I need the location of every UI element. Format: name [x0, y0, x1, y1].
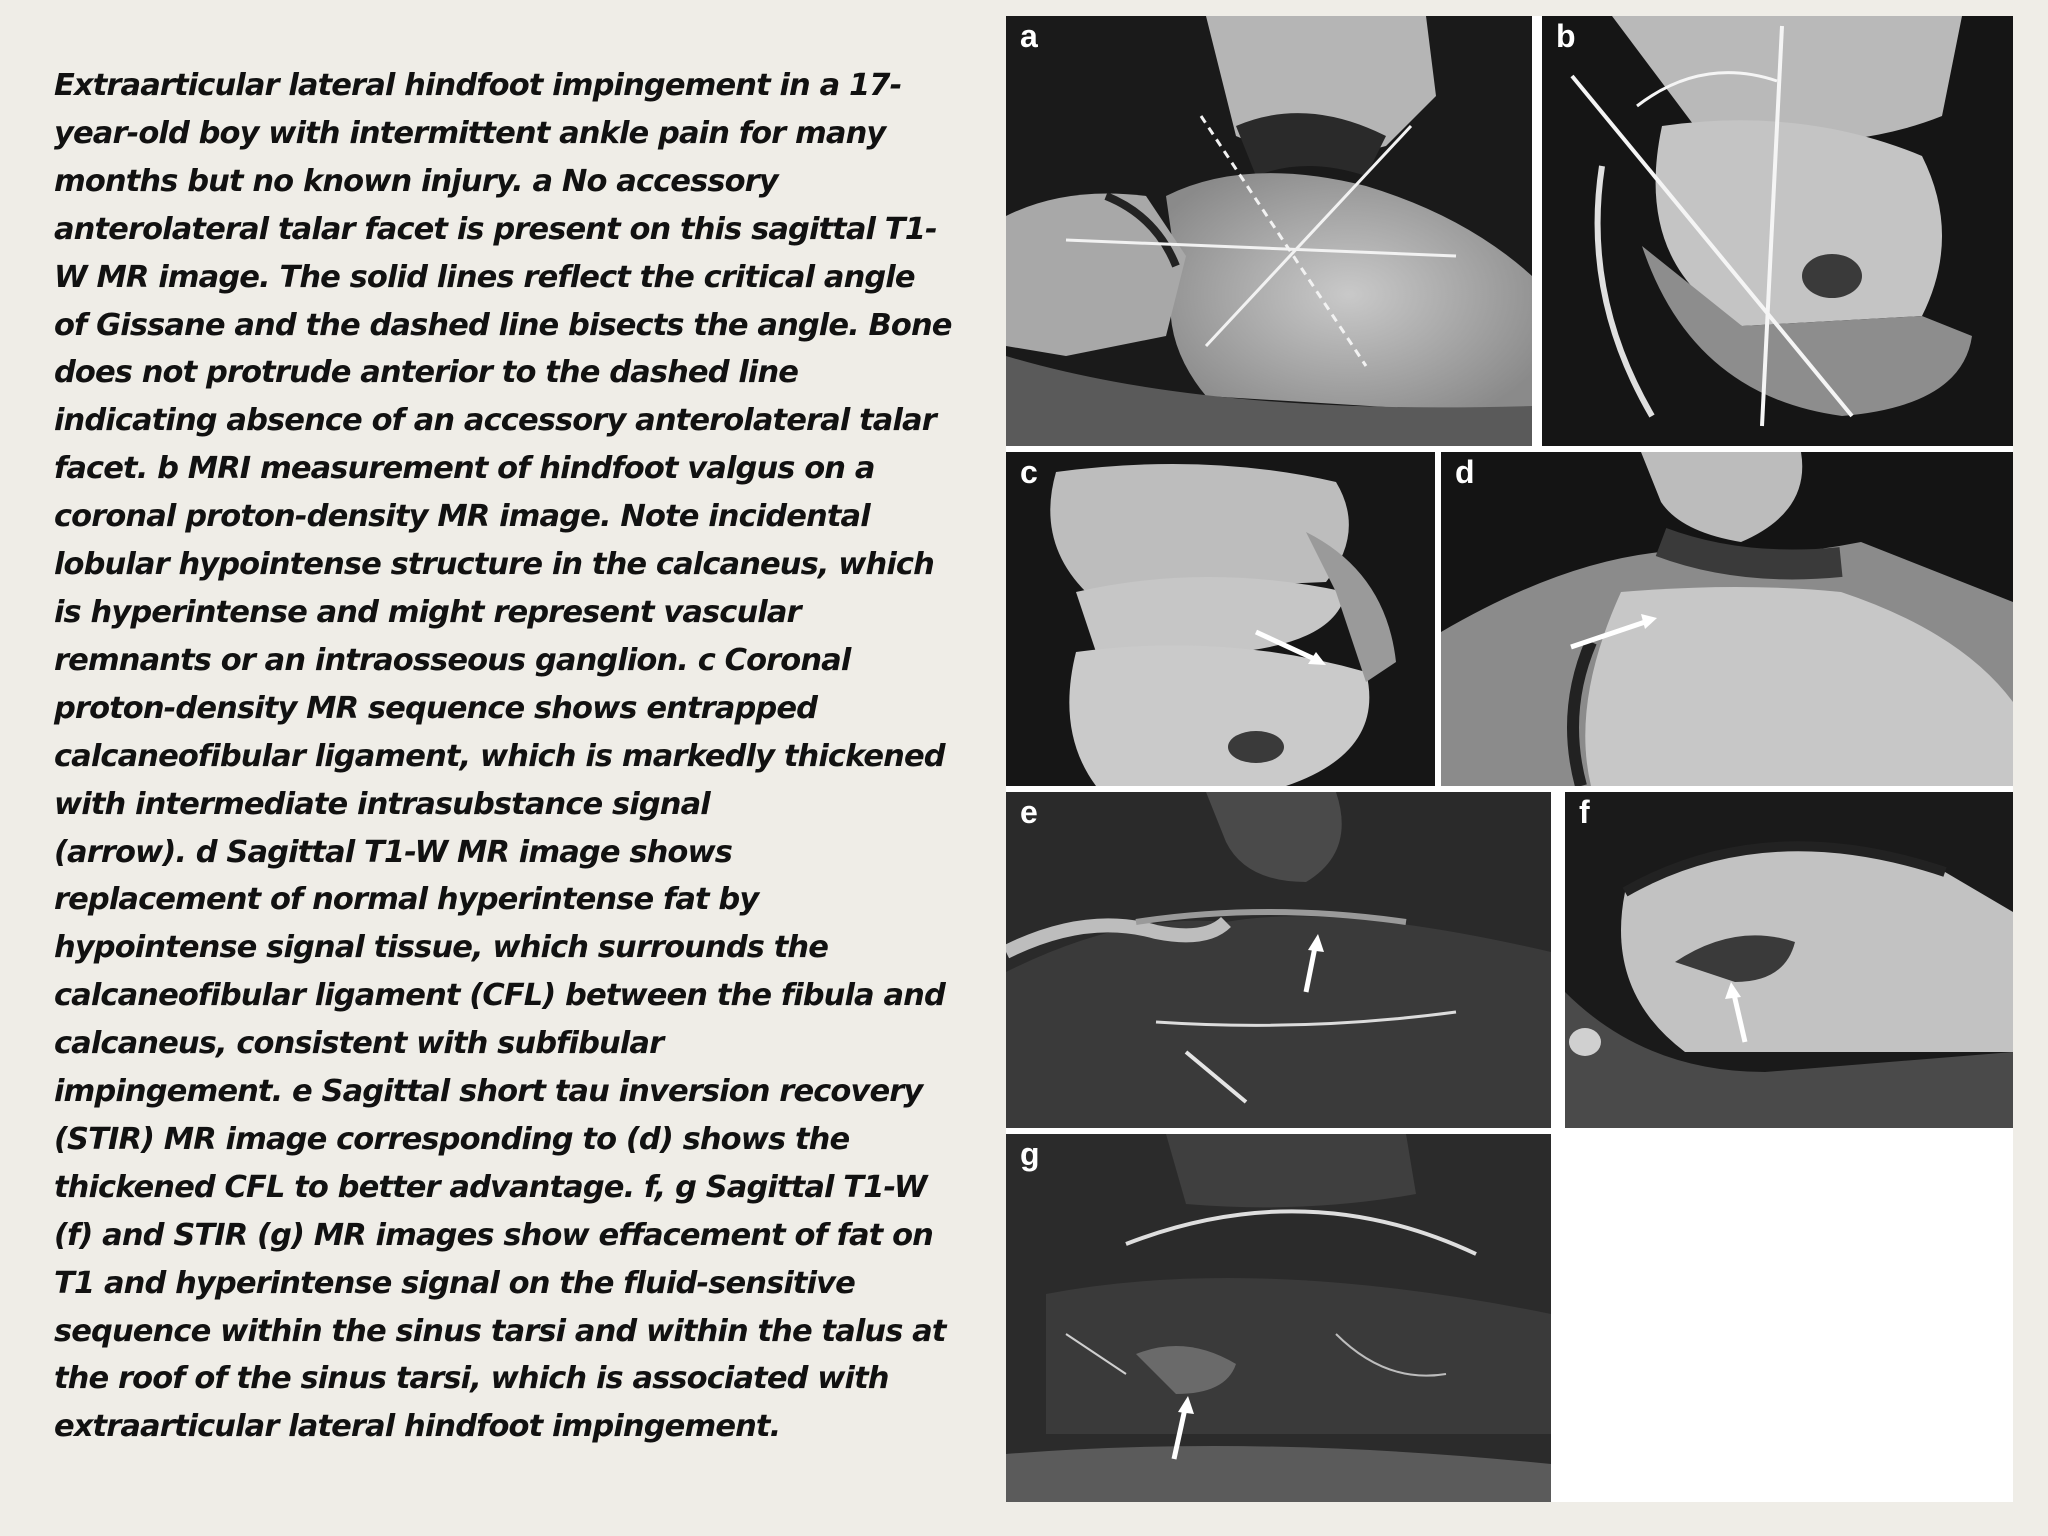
- caption-line: lobular hypointense structure in the calcaneus, which: [54, 547, 934, 583]
- caption-line: T1 and hyperintense signal on the fluid-sensitive: [54, 1265, 855, 1301]
- caption-line: extraarticular lateral hindfoot impingement.: [54, 1409, 781, 1445]
- caption-line: indicating absence of an accessory anterolateral talar: [54, 403, 936, 439]
- caption-line: does not protrude anterior to the dashed line: [54, 355, 799, 391]
- panel-label-e: e: [1020, 794, 1038, 830]
- mri-image-g: [1006, 1134, 1551, 1502]
- mri-panel-g: [1006, 1134, 1551, 1502]
- mri-panel-c: [1006, 452, 1435, 786]
- caption-line: facet. b MRI measurement of hindfoot valgus on a: [54, 451, 875, 487]
- panel-label-g: g: [1020, 1136, 1040, 1172]
- caption-line: calcaneus, consistent with subfibular: [54, 1026, 664, 1062]
- mri-image-d: [1441, 452, 2013, 786]
- caption-line: Extraarticular lateral hindfoot impingement in a 17-: [54, 68, 902, 103]
- caption-line: (f) and STIR (g) MR images show effacement of fat on: [54, 1217, 933, 1253]
- caption-line: W MR image. The solid lines reflect the critical angle: [54, 259, 915, 295]
- panel-label-d: d: [1455, 454, 1475, 490]
- caption-line: anterolateral talar facet is present on this sagittal T1-: [54, 211, 937, 247]
- panel-label-f: f: [1579, 794, 1590, 830]
- caption-line: of Gissane and the dashed line bisects the angle. Bone: [54, 307, 952, 343]
- mri-image-c: [1006, 452, 1435, 786]
- figure-caption: [54, 62, 959, 1451]
- panel-label-c: c: [1020, 454, 1038, 490]
- panel-label-a: a: [1020, 18, 1038, 54]
- caption-line: calcaneofibular ligament (CFL) between the fibula and: [54, 978, 945, 1014]
- mri-image-a: [1006, 16, 1532, 446]
- caption-line: hypointense signal tissue, which surrounds the: [54, 930, 829, 966]
- caption-line: months but no known injury. a No accessory: [54, 163, 778, 199]
- caption-line: calcaneofibular ligament, which is markedly thickened: [54, 738, 945, 774]
- caption-line: impingement. e Sagittal short tau inversion recovery: [54, 1074, 923, 1110]
- caption-line: (arrow). d Sagittal T1-W MR image shows: [54, 834, 733, 870]
- caption-line: sequence within the sinus tarsi and within the talus at: [54, 1313, 946, 1349]
- mri-panel-a: [1006, 16, 1532, 446]
- caption-line: remnants or an intraosseous ganglion. c Coronal: [54, 642, 851, 678]
- mri-panel-f: [1565, 792, 2013, 1128]
- mri-image-f: [1565, 792, 2013, 1128]
- caption-line: (STIR) MR image corresponding to (d) shows the: [54, 1121, 850, 1157]
- mri-panel-e: [1006, 792, 1551, 1128]
- mri-image-b: [1542, 16, 2013, 446]
- caption-line: the roof of the sinus tarsi, which is associated with: [54, 1361, 889, 1397]
- caption-line: year-old boy with intermittent ankle pain for many: [54, 115, 886, 151]
- caption-line: proton-density MR sequence shows entrapped: [54, 690, 818, 726]
- caption-line: coronal proton-density MR image. Note incidental: [54, 499, 870, 535]
- caption-line: thickened CFL to better advantage. f, g Sagittal T1-W: [54, 1169, 927, 1205]
- caption-line: is hyperintense and might represent vascular: [54, 594, 801, 630]
- caption-line: with intermediate intrasubstance signal: [54, 786, 710, 822]
- mri-figure-grid: [1006, 16, 2013, 1502]
- mri-panel-d: [1441, 452, 2013, 786]
- panel-label-b: b: [1556, 18, 1576, 54]
- mri-panel-b: [1542, 16, 2013, 446]
- caption-line: replacement of normal hyperintense fat by: [54, 882, 759, 918]
- mri-image-e: [1006, 792, 1551, 1128]
